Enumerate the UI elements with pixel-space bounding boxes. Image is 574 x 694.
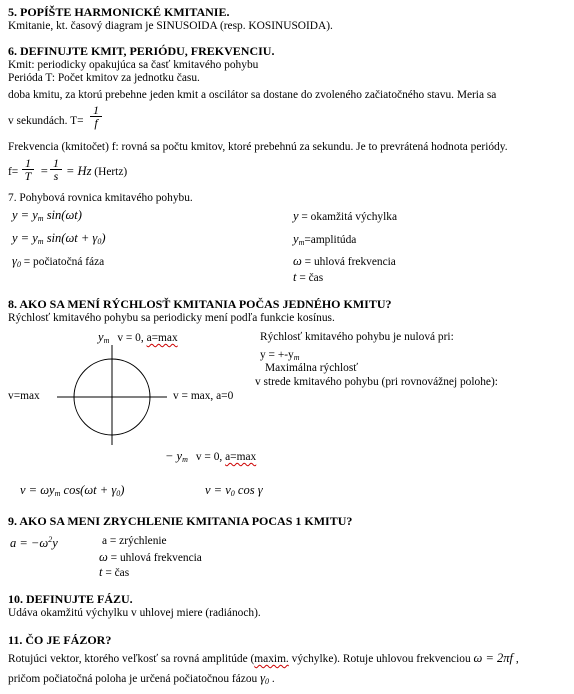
diagram-right-label: v = max, a=0	[173, 390, 234, 402]
phasor-maxim: maxim.	[254, 653, 289, 665]
v1-c: )	[120, 483, 125, 497]
phasor-line-1	[8, 652, 519, 666]
acceleration-def: a = zrýchlenie	[102, 535, 167, 547]
r1-text: = okamžitá výchylka	[298, 211, 398, 223]
freq-equals: =	[40, 164, 49, 178]
eq2-a: y = y	[12, 231, 38, 245]
r1-y: y	[293, 209, 299, 223]
zero-velocity-text: Rýchlosť kmitavého pohybu je nulová pri:	[260, 331, 454, 343]
equilibrium-text: v strede kmitavého pohybu (pri rovnovážnej polohe):	[255, 376, 498, 388]
top-ym-sub: m	[103, 336, 110, 345]
section-7-heading: 7. Pohybová rovnica kmitavého pohybu.	[8, 192, 193, 204]
right-y-sub: m	[293, 353, 300, 362]
section-8-heading: 8. AKO SA MENÍ RÝCHLOSŤ KMITANIA POČAS JEDNÉHO KMITU?	[8, 297, 392, 311]
acc-b: y	[52, 536, 58, 550]
v2-b: cos γ	[234, 483, 263, 497]
eq2-b: sin(ωt + γ	[43, 231, 98, 245]
phasor-l1-b: výchylke). Rotuje uhlovou frekvenciou	[288, 653, 474, 665]
phasor-l2-c: .	[269, 673, 275, 685]
section-11-heading: 11. ČO JE FÁZOR?	[8, 633, 112, 647]
v1-sub: m	[54, 489, 61, 498]
s9-t: t	[99, 565, 103, 579]
bot-ym: − y	[165, 449, 183, 463]
eq2-sub: m	[37, 237, 44, 246]
r4-text: = čas	[296, 272, 324, 284]
top-v: v = 0,	[117, 332, 147, 344]
s9-w: ω	[99, 550, 108, 564]
r2-sub: m	[298, 238, 305, 247]
acc-sup: 2	[48, 535, 53, 544]
diagram-left-label: v=max	[8, 390, 40, 402]
top-amax: a=max	[146, 332, 178, 344]
angular-freq-def-2	[99, 551, 202, 565]
period-numerator: 1	[90, 104, 102, 117]
section-9-heading: 9. AKO SA MENI ZRYCHLENIE KMITANIA POCAS 1 KMITU?	[8, 514, 353, 528]
right-y: y = +-y	[260, 349, 294, 361]
phasor-gamma-sub: 0	[265, 677, 270, 686]
eq2-sub0: 0	[97, 237, 102, 246]
bot-amax: a=max	[225, 451, 257, 463]
velocity-equation-2	[205, 484, 263, 500]
top-ym: y	[98, 330, 104, 344]
freq-eq-label: f=	[8, 166, 19, 178]
freq-hertz-text: (Hertz)	[91, 166, 128, 178]
bot-v: v = 0,	[195, 451, 226, 463]
v2-a: v = v	[205, 483, 231, 497]
r3-text: = uhlová frekvencia	[301, 256, 396, 268]
section-8-text: Rýchlosť kmitavého pohybu sa periodicky mení podľa funkcie kosínus.	[8, 312, 335, 324]
acceleration-equation	[10, 533, 58, 550]
r3-w: ω	[293, 254, 302, 268]
v2-sub: 0	[230, 489, 235, 498]
eq2-c: )	[101, 231, 106, 245]
period-denominator: f	[94, 116, 98, 130]
v-sekundach-text: v sekundách. T=	[8, 115, 84, 127]
max-velocity-text: Maximálna rýchlosť	[265, 362, 359, 374]
freq-fraction-2-den: s	[53, 169, 59, 183]
freq-fraction-2-num: 1	[50, 157, 62, 170]
phasor-l2-a: pričom počiatočná poloha je určená počiatočnou fázou	[8, 673, 261, 685]
time-def-2	[99, 566, 129, 580]
eq1-b: sin(ωt)	[43, 208, 82, 222]
v1-b: cos(ωt + γ	[60, 483, 117, 497]
v1-sub0: 0	[116, 489, 121, 498]
phasor-l1-a: Rotujúci vektor, ktorého veľkosť sa rovná amplitúde (	[8, 653, 255, 665]
phasor-gamma: γ	[260, 671, 266, 685]
r2-text: =amplitúda	[304, 234, 357, 246]
freq-fraction-1-num: 1	[22, 157, 34, 170]
acc-a: a = −ω	[10, 536, 49, 550]
phasor-l1-c: ,	[513, 653, 519, 665]
section-5-heading: 5. POPÍŠTE HARMONICKÉ KMITANIE.	[8, 5, 230, 19]
gamma-text: = počiatočná fáza	[20, 256, 105, 268]
phasor-omega-eq: ω = 2πf	[473, 651, 514, 665]
velocity-equation-1	[20, 484, 124, 500]
diagram-bottom-label	[165, 450, 256, 466]
section-10-text: Udáva okamžitú výchylku v uhlovej miere (radiánoch).	[8, 607, 261, 619]
frekvencia-definition: Frekvencia (kmitočet) f: rovná sa počtu kmitov, ktoré prebehnú za sekundu. Je to prevrátená hodnota periódy.	[8, 141, 508, 153]
gamma-sub: 0	[16, 260, 21, 269]
freq-hz-symbol: = Hz	[66, 164, 92, 178]
s9-w-text: = uhlová frekvencia	[107, 552, 202, 564]
kmit-definition: Kmit: periodicky opakujúca sa časť kmitavého pohybu	[8, 59, 259, 71]
perioda-definition: Perióda T: Počet kmitov za jednotku času.	[8, 72, 200, 84]
bot-ym-sub: m	[182, 455, 188, 464]
gamma-symbol: γ	[12, 254, 17, 268]
section-6-heading: 6. DEFINUJTE KMIT, PERIÓDU, FREKVENCIU.	[8, 44, 275, 58]
phasor-line-2	[8, 672, 275, 688]
r2-y: y	[293, 232, 299, 246]
s9-t-text: = čas	[102, 567, 130, 579]
doba-text: doba kmitu, za ktorú prebehne jeden kmit a oscilátor sa dostane do zvoleného začiatočného stavu. Meria sa	[8, 89, 497, 101]
r4-t: t	[293, 270, 297, 284]
freq-fraction-1-den: T	[24, 169, 32, 183]
v1-a: v = ωy	[20, 483, 55, 497]
section-10-heading: 10. DEFINUJTE FÁZU.	[8, 592, 133, 606]
eq1-a: y = y	[12, 208, 38, 222]
eq1-sub: m	[37, 214, 44, 223]
section-5-text: Kmitanie, kt. časový diagram je SINUSOIDA (resp. KOSINUSOIDA).	[8, 20, 333, 32]
